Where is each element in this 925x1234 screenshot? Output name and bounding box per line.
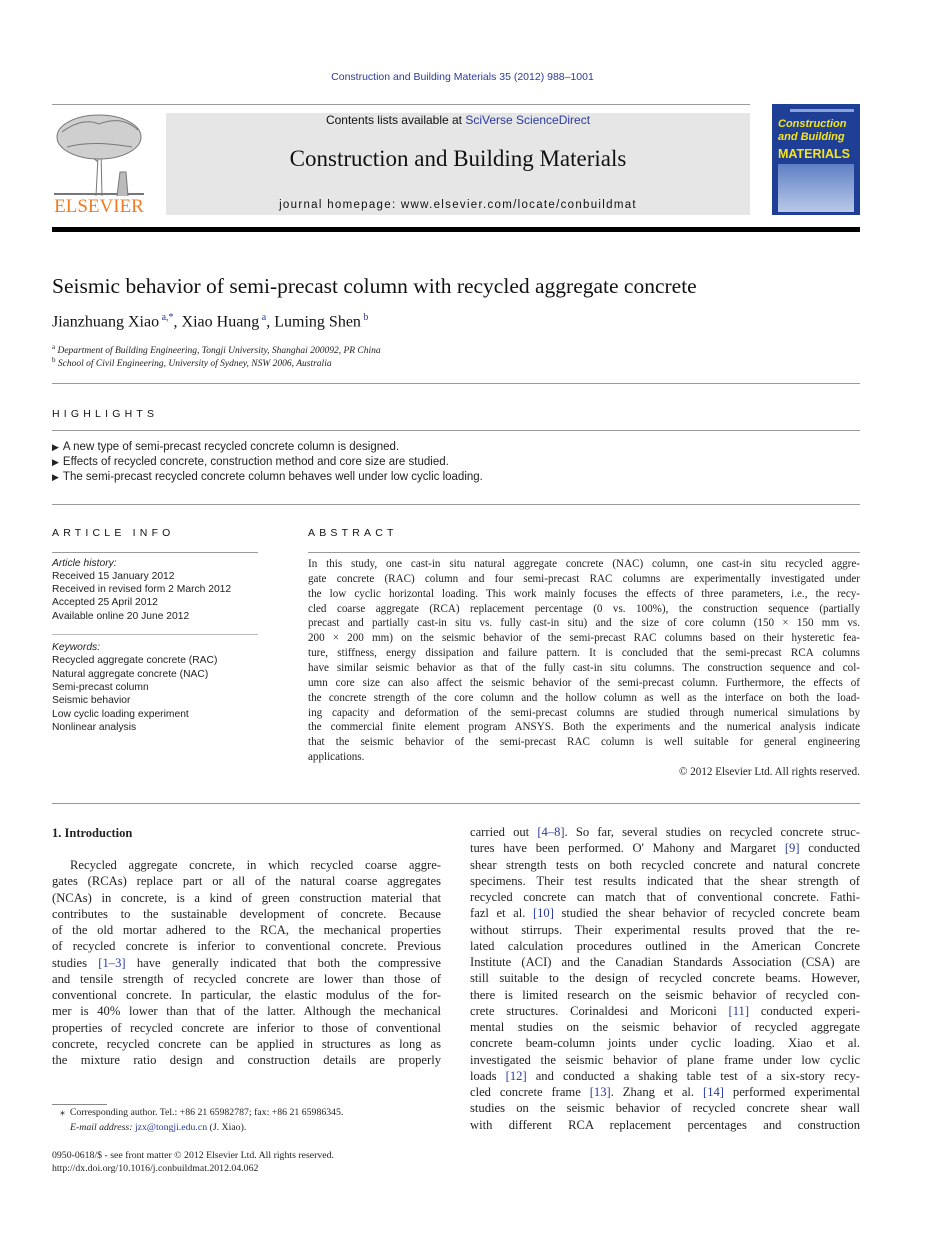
text-line: the concrete strength of the core column and the hollow column as well as the interface on both the load-	[308, 691, 860, 704]
corresponding-footnote: ⁎ Corresponding author. Tel.: +86 21 65982787; fax: +86 21 65986345.	[60, 1107, 344, 1118]
email-link[interactable]: jzx@tongji.edu.cn	[134, 1122, 208, 1133]
text-line: precast and partially cast-in situ vs. fully cast-in situ) and the size of core column (150 × 150 mm vs.	[308, 617, 860, 630]
header-rule	[52, 104, 750, 105]
highlight-item: ▶ Effects of recycled concrete, construction method and core size are studied.	[52, 456, 449, 468]
text-line: (NCAs) in concrete, is a kind of green construction material that	[52, 890, 441, 905]
bullet-triangle-icon: ▶	[52, 472, 59, 482]
text-line: tures have been performed. O' Mahony and Margaret [9] conducted	[470, 841, 860, 856]
cover-image	[778, 164, 854, 212]
text-line: applications.	[308, 751, 365, 764]
text-line: mental studies on the seismic behavior of recycled aggregate	[470, 1020, 860, 1034]
text-line: ture, stiffness, energy dissipation and failure pattern. It is concluded that the semi-precast RCA columns	[308, 647, 860, 660]
issn-line: 0950-0618/$ - see front matter © 2012 Elsevier Ltd. All rights reserved.	[52, 1150, 334, 1161]
text-line: cled concrete frame [13]. Zhang et al. [14] performed experimental	[470, 1085, 860, 1099]
elsevier-wordmark: ELSEVIER	[54, 196, 144, 217]
text-line: In this study, one cast-in situ natural aggregate concrete (NAC) column, one cast-in situ recycled aggre-	[308, 558, 860, 570]
text-line: the commercial finite element program ANSYS. Both the experiments and the numerical analysis indicate	[308, 721, 860, 734]
text-line: properties of recycled concrete are inferior to those of conventional	[52, 1020, 441, 1035]
text-line: the low cyclic horizontal loading. This work mainly focuses the effects of three parameters, i.e., the recy-	[308, 587, 860, 600]
text-line: gates (RCAs) replace part or all of the natural coarse aggregates	[52, 874, 441, 889]
text-line: with different RCA replacement percentages and construction	[470, 1117, 860, 1132]
elsevier-logo[interactable]	[52, 112, 146, 216]
history-received: Received 15 January 2012	[52, 571, 175, 582]
abstract-heading: ABSTRACT	[308, 527, 398, 539]
cover-title: Construction and Building	[778, 118, 847, 143]
citation-link[interactable]: [10]	[532, 906, 554, 921]
text-line: Institute (ACI) and the Canadian Standards Association (CSA) are	[470, 955, 860, 969]
author-list: Jianzhuang Xiao $^{a,*}$, Xiao Huang $^a$, Luming Shen $^b$	[52, 312, 369, 331]
text-line: there is limited research on the seismic behavior of recycled con-	[470, 987, 860, 1002]
text-line: concrete beam-column joints under cyclic loading. Xiao et al.	[470, 1036, 860, 1051]
text-line: gate concrete (RAC) column and four semi-precast RAC columns are experimentally investigated under	[308, 572, 860, 585]
keywords-label: Keywords:	[52, 642, 101, 653]
text-line: contributes to the sustainable development of concrete. Because	[52, 906, 441, 921]
keyword: Nonlinear analysis	[52, 722, 137, 733]
author-affiliation-marker[interactable]: a	[261, 312, 267, 323]
journal-reference[interactable]: Construction and Building Materials 35 (2012) 988–1001	[331, 71, 594, 83]
keyword: Natural aggregate concrete (NAC)	[52, 669, 209, 680]
history-online: Available online 20 June 2012	[52, 611, 190, 622]
text-line: concrete, recycled concrete can be applied in structures as long as	[52, 1036, 441, 1051]
text-line: shear strength tests on both recycled concrete and natural concrete	[470, 857, 860, 872]
cover-bar	[790, 109, 854, 112]
citation-link[interactable]: [14]	[703, 1085, 724, 1099]
keyword: Low cyclic loading experiment	[52, 709, 189, 720]
divider	[52, 803, 860, 804]
divider	[52, 430, 860, 431]
footnote-rule	[52, 1104, 107, 1105]
highlight-item: ▶ The semi-precast recycled concrete column behaves well under low cyclic loading.	[52, 471, 483, 483]
divider	[52, 552, 258, 553]
text-line: specimens. Their test results indicated that the shear strength of	[470, 873, 860, 888]
divider	[308, 552, 860, 553]
text-line: without stirrups. Their experimental results proved that the re-	[470, 922, 860, 937]
text-line: of recycled concrete is inferior to conventional concrete. Previous	[52, 939, 441, 954]
divider	[52, 634, 258, 635]
text-line: studies on the seismic behavior of recycled concrete shear wall	[470, 1101, 860, 1116]
text-line: cled coarse aggregate (RCA) replacement percentage (0 vs. 100%), the construction sequence (partially	[308, 602, 860, 615]
text-line: still suitable to the design of recycled concrete beams. However,	[470, 971, 860, 986]
abstract-copyright: © 2012 Elsevier Ltd. All rights reserved.	[679, 766, 860, 778]
text-line: studies [1–3] have generally indicated that both the compressive	[52, 955, 441, 970]
author-name[interactable]: Xiao Huang	[181, 313, 260, 331]
author-affiliation-marker[interactable]: a,*	[161, 312, 174, 323]
divider	[52, 383, 860, 384]
history-label: Article history:	[52, 558, 117, 569]
affiliation: $^b$ School of Civil Engineering, University of Sydney, NSW 2006, Australia	[52, 356, 332, 370]
doi-link[interactable]: http://dx.doi.org/10.1016/j.conbuildmat.2012.04.062	[52, 1163, 259, 1174]
journal-homepage[interactable]: journal homepage: www.elsevier.com/locate/conbuildmat	[279, 199, 637, 211]
header-divider	[52, 227, 860, 232]
highlight-item: ▶ A new type of semi-precast recycled concrete column is designed.	[52, 441, 400, 453]
text-line: the mixture ratio design and construction details are properly	[52, 1053, 441, 1067]
article-title: Seismic behavior of semi-precast column with recycled aggregate concrete	[52, 274, 697, 298]
citation-link[interactable]: [4–8]	[537, 825, 565, 839]
text-line: fazl et al. [10] studied the shear behavior of recycled concrete beam	[470, 906, 860, 921]
text-line: of the old mortar adhered to the RCA, the mechanical properties	[52, 923, 441, 937]
citation-link[interactable]: [12]	[505, 1068, 527, 1083]
contents-line	[166, 113, 750, 127]
affiliation: $^a$ Department of Building Engineering, Tongji University, Shanghai 200092, PR China	[52, 343, 381, 357]
citation-link[interactable]: [13]	[589, 1085, 611, 1099]
author-name[interactable]: Jianzhuang Xiao	[52, 313, 160, 331]
keyword: Seismic behavior	[52, 695, 131, 706]
citation-link[interactable]: [11]	[728, 1003, 750, 1018]
author-name[interactable]: Luming Shen	[274, 313, 361, 331]
text-line: 200 × 200 mm) on the seismic behavior of the semi-precast RAC columns based on their hysteretic fea-	[308, 632, 860, 645]
elsevier-tree-icon	[52, 112, 146, 196]
journal-cover[interactable]	[772, 104, 860, 215]
cover-materials: MATERIALS	[778, 147, 850, 161]
text-line: investigated the seismic behavior of plane frame under low cyclic	[470, 1052, 860, 1067]
text-line: lated calculation procedures outlined in the American Concrete	[470, 938, 860, 953]
history-accepted: Accepted 25 April 2012	[52, 597, 158, 608]
contents-prefix: Contents lists available at	[325, 113, 466, 127]
text-line: crete structures. Corinaldesi and Moriconi [11] conducted experi-	[470, 1003, 860, 1018]
text-line: loads [12] and conducted a shaking table test of a six-story recy-	[470, 1068, 860, 1083]
email-footnote: E-mail address: jzx@tongji.edu.cn (J. Xiao).	[70, 1122, 247, 1133]
citation-link[interactable]: [1–3]	[98, 955, 126, 970]
text-line: recycled concrete can match that of conventional concrete. Fathi-	[470, 890, 860, 904]
section-heading-introduction: 1. Introduction	[52, 826, 133, 840]
bullet-triangle-icon: ▶	[52, 442, 59, 452]
highlights-heading: HIGHLIGHTS	[52, 408, 159, 420]
bullet-triangle-icon: ▶	[52, 457, 59, 467]
history-revised: Received in revised form 2 March 2012	[52, 584, 232, 595]
keyword: Semi-precast column	[52, 682, 149, 693]
citation-link[interactable]: [9]	[784, 841, 800, 856]
article-info-heading: ARTICLE INFO	[52, 527, 175, 539]
text-line: and tensile strength of recycled concrete are lower than those of	[52, 971, 441, 986]
text-line: that the seismic behavior of the semi-precast RAC column is well suitable for general engineering	[308, 736, 860, 749]
author-affiliation-marker[interactable]: b	[363, 312, 369, 323]
text-line: mer is 40% lower than that of the latter. Although the mechanical	[52, 1004, 441, 1019]
text-line: conventional concrete. In particular, the elastic modulus of the for-	[52, 988, 441, 1002]
text-line: carried out [4–8]. So far, several studies on recycled concrete struc-	[470, 825, 860, 839]
divider	[52, 504, 860, 505]
text-line: Recycled aggregate concrete, in which recycled coarse aggre-	[70, 858, 441, 872]
text-line: umn core size can also affect the seismic behavior of the semi-precast column. Furthermore, the effects of	[308, 676, 860, 689]
journal-title: Construction and Building Materials	[289, 146, 627, 171]
keyword: Recycled aggregate concrete (RAC)	[52, 655, 218, 666]
text-line: ing capacity and deformation of the semi-precast columns are studied through numerical simulations by	[308, 706, 860, 719]
sciencedirect-link[interactable]: SciVerse ScienceDirect	[465, 113, 591, 127]
text-line: have similar seismic behavior as that of the fully cast-in situ columns. The construction sequence and col-	[308, 661, 860, 674]
